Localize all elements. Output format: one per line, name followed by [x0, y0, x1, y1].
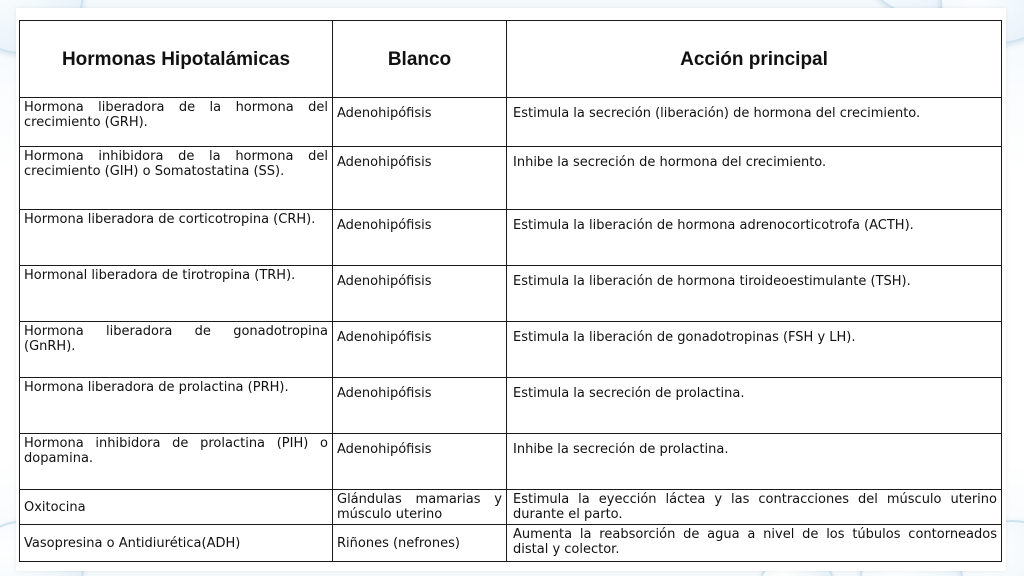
target-cell: Adenohipófisis — [333, 434, 507, 490]
target-cell: Adenohipófisis — [333, 322, 507, 378]
target-cell: Riñones (nefrones) — [333, 525, 507, 562]
action-cell: Estimula la liberación de hormona adrenocorticotrofa (ACTH). — [507, 210, 1002, 266]
hormone-cell: Hormona liberadora de la hormona del crecimiento (GRH). — [20, 98, 333, 147]
table-row — [20, 266, 1002, 322]
column-header-hormone: Hormonas Hipotalámicas — [20, 21, 333, 98]
table-row — [20, 434, 1002, 490]
column-header-action: Acción principal — [507, 21, 1002, 98]
hormone-cell: Hormona inhibidora de prolactina (PIH) o dopamina. — [20, 434, 333, 490]
action-cell: Estimula la liberación de hormona tiroideoestimulante (TSH). — [507, 266, 1002, 322]
hormone-cell: Vasopresina o Antidiurética(ADH) — [20, 525, 333, 562]
table-panel — [16, 8, 1006, 571]
hormone-cell: Hormonal liberadora de tirotropina (TRH). — [20, 266, 333, 322]
action-cell: Aumenta la reabsorción de agua a nivel de los túbulos contorneados distal y colector. — [507, 525, 1002, 562]
hormone-cell: Hormona inhibidora de la hormona del crecimiento (GIH) o Somatostatina (SS). — [20, 147, 333, 210]
table-row — [20, 147, 1002, 210]
hormone-cell: Hormona liberadora de prolactina (PRH). — [20, 378, 333, 434]
action-cell: Estimula la secreción (liberación) de hormona del crecimiento. — [507, 98, 1002, 147]
hormone-cell: Hormona liberadora de gonadotropina (GnRH). — [20, 322, 333, 378]
target-cell: Adenohipófisis — [333, 147, 507, 210]
table-row — [20, 525, 1002, 562]
target-cell: Adenohipófisis — [333, 266, 507, 322]
table-row — [20, 490, 1002, 525]
table-row — [20, 378, 1002, 434]
column-header-target: Blanco — [333, 21, 507, 98]
target-cell: Adenohipófisis — [333, 98, 507, 147]
action-cell: Estimula la liberación de gonadotropinas (FSH y LH). — [507, 322, 1002, 378]
target-cell: Adenohipófisis — [333, 210, 507, 266]
hormone-cell: Hormona liberadora de corticotropina (CRH). — [20, 210, 333, 266]
action-cell: Inhibe la secreción de prolactina. — [507, 434, 1002, 490]
target-cell: Glándulas mamarias y músculo uterino — [333, 490, 507, 525]
action-cell: Estimula la secreción de prolactina. — [507, 378, 1002, 434]
action-cell: Inhibe la secreción de hormona del crecimiento. — [507, 147, 1002, 210]
table-row — [20, 98, 1002, 147]
table-header-row — [20, 21, 1002, 98]
hypothalamic-hormones-table — [19, 20, 1002, 562]
target-cell: Adenohipófisis — [333, 378, 507, 434]
action-cell: Estimula la eyección láctea y las contracciones del músculo uterino durante el parto. — [507, 490, 1002, 525]
table-row — [20, 210, 1002, 266]
hormone-cell: Oxitocina — [20, 490, 333, 525]
table-row — [20, 322, 1002, 378]
